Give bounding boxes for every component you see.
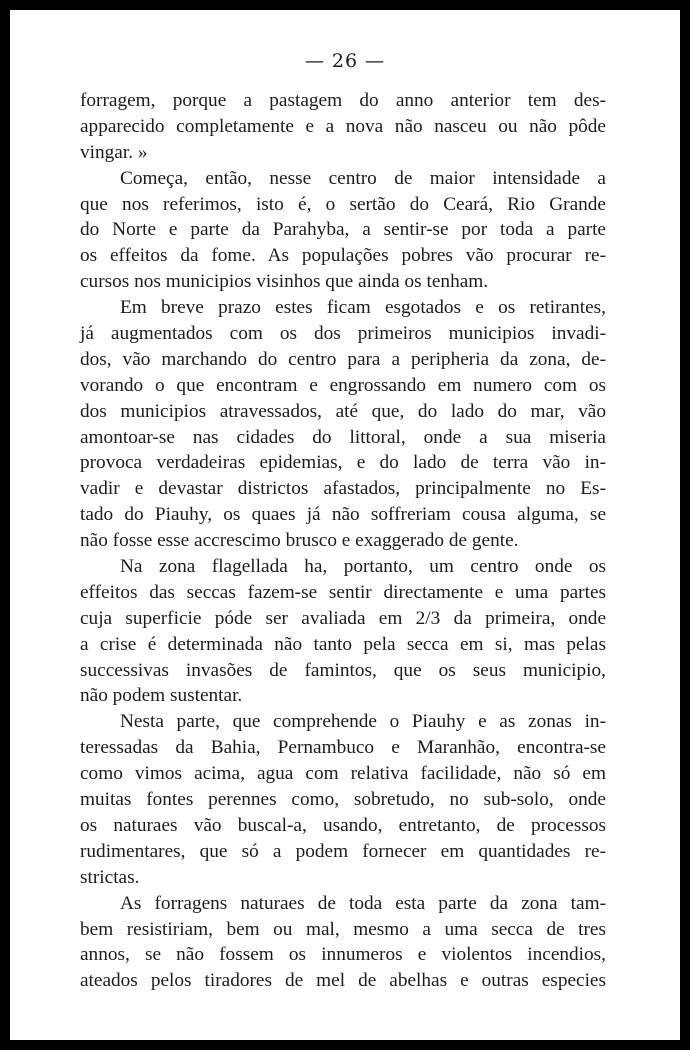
text-line: muitas fontes perennes como, sobretudo, no sub-solo, onde xyxy=(80,789,606,811)
text-line: a crise é determinada não tanto pela secca em si, mas pelas xyxy=(80,633,606,655)
text-line: provoca verdadeiras epidemias, e do lado de terra vão in- xyxy=(80,452,606,474)
text-line: do Norte e parte da Parahyba, a sentir-se por toda a parte xyxy=(80,219,606,241)
text-line: tado do Piauhy, os quaes já não soffreriam cousa alguma, se xyxy=(80,504,606,526)
text-line: que nos referimos, isto é, o sertão do Ceará, Rio Grande xyxy=(80,193,606,215)
text-line: teressadas da Bahia, Pernambuco e Maranhão, encontra-se xyxy=(80,737,606,759)
text-line: rudimentares, que só a podem fornecer em quantidades re- xyxy=(80,840,606,862)
text-line: Nesta parte, que comprehende o Piauhy e as zonas in- xyxy=(120,711,606,733)
text-line: vadir e devastar districtos afastados, principalmente no Es- xyxy=(80,478,606,500)
text-line: não fosse esse accrescimo brusco e exaggerado de gente. xyxy=(80,530,519,552)
text-line: Na zona flagellada ha, portanto, um centro onde os xyxy=(120,556,606,578)
text-line: dos, vão marchando do centro para a peripheria da zona, de- xyxy=(80,348,606,370)
text-line: vingar. » xyxy=(80,141,148,163)
text-line: os naturaes vão buscal-a, usando, entretanto, de processos xyxy=(80,814,606,836)
page-number: — 26 — xyxy=(304,50,386,72)
text-line: effeitos das seccas fazem-se sentir directamente e uma partes xyxy=(80,581,606,603)
body-text xyxy=(80,88,606,994)
text-line: já augmentados com os dos primeiros municipios invadi- xyxy=(80,323,606,345)
text-line: amontoar-se nas cidades do littoral, onde a sua miseria xyxy=(80,426,606,448)
text-line: cuja superficie póde ser avaliada em 2/3 da primeira, onde xyxy=(80,607,606,629)
text-line: forragem, porque a pastagem do anno anterior tem des- xyxy=(80,90,606,111)
text-line: não podem sustentar. xyxy=(80,685,243,707)
text-line: successivas invasões de famintos, que os seus municipio, xyxy=(80,659,606,681)
text-line: os effeitos da fome. As populações pobres vão procurar re- xyxy=(80,245,606,267)
text-line: dos municipios atravessados, até que, do lado do mar, vão xyxy=(80,400,606,422)
text-line: Começa, então, nesse centro de maior intensidade a xyxy=(120,167,606,189)
text-line: vorando o que encontram e engrossando em numero com os xyxy=(80,374,606,396)
text-line: Em breve prazo estes ficam esgotados e os retirantes, xyxy=(120,297,606,319)
text-line: strictas. xyxy=(80,866,140,888)
text-line: apparecido completamente e a nova não nasceu ou não pôde xyxy=(80,115,606,137)
text-line: As forragens naturaes de toda esta parte da zona tam- xyxy=(120,892,606,914)
book-page xyxy=(10,10,680,1040)
text-line: bem resistiriam, bem ou mal, mesmo a uma secca de tres xyxy=(80,918,606,940)
text-line: cursos nos municipios visinhos que ainda os tenham. xyxy=(80,271,489,293)
text-line: ateados pelos tiradores de mel de abelhas e outras especies xyxy=(80,970,606,992)
text-line: annos, se não fossem os innumeros e violentos incendios, xyxy=(80,944,606,966)
text-line: como vimos acima, agua com relativa facilidade, não só em xyxy=(80,763,606,785)
